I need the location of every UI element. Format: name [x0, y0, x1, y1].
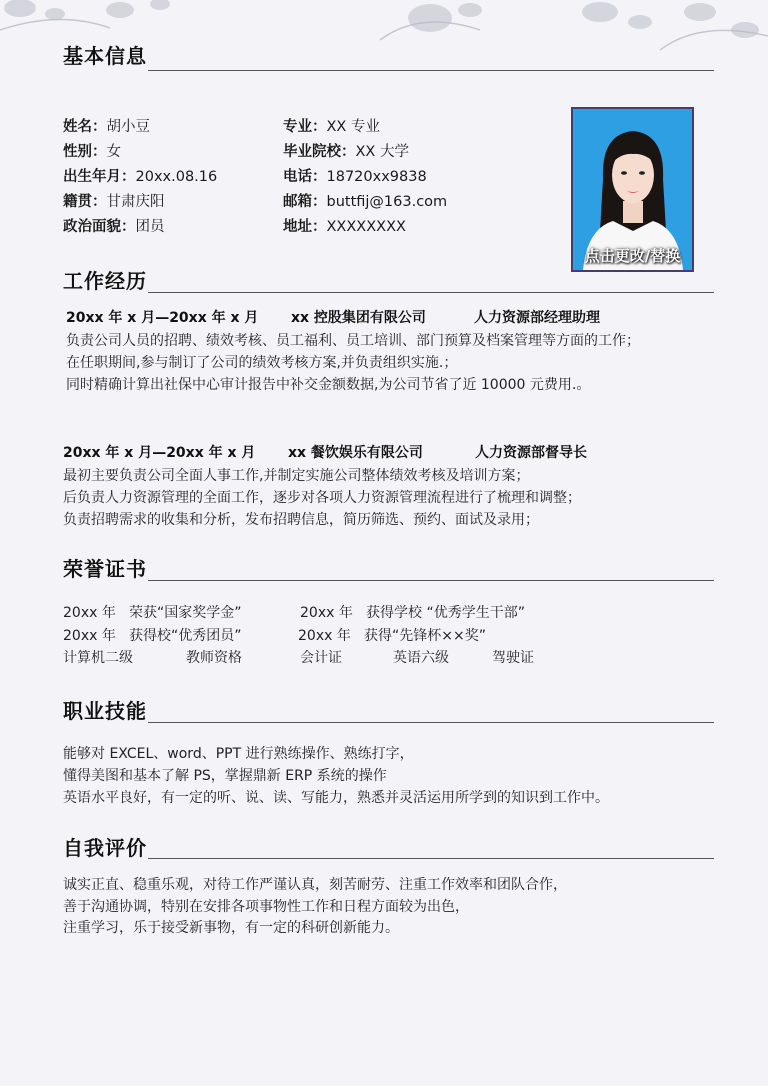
honor-year: 20xx 年 [300, 605, 353, 621]
skill-line: 英语水平良好，有一定的听、说、读、写能力，熟悉并灵活运用所学到的知识到工作中。 [63, 790, 609, 806]
cert-item: 会计证 [300, 650, 342, 666]
job-desc-line: 在任职期间,参与制订了公司的绩效考核方案,并负责组织实施.； [66, 355, 458, 371]
honor-year: 20xx 年 [63, 605, 116, 621]
honor-award: 获得“先锋杯××奖” [364, 628, 486, 644]
section-divider [148, 722, 714, 723]
section-divider [148, 70, 714, 71]
honor-award: 获得学校 “优秀学生干部” [366, 605, 525, 621]
job-period: 20xx 年 x 月—20xx 年 x 月 [66, 310, 259, 326]
job-position: 人力资源部经理助理 [474, 310, 600, 326]
section-divider [148, 292, 714, 293]
cert-item: 教师资格 [186, 650, 242, 666]
info-political: 政治面貌：团员 [63, 219, 165, 235]
profile-photo[interactable] [571, 107, 694, 272]
skill-line: 懂得美图和基本了解 PS，掌握鼎新 ERP 系统的操作 [63, 768, 387, 784]
photo-replace-caption[interactable]: 点击更改/替换 [584, 247, 681, 265]
honor-year: 20xx 年 [63, 628, 116, 644]
self-eval-line: 诚实正直、稳重乐观，对待工作严谨认真，刻苦耐劳、注重工作效率和团队合作， [63, 877, 567, 893]
honor-year: 20xx 年 [298, 628, 351, 644]
job-desc-line: 负责招聘需求的收集和分析，发布招聘信息，简历筛选、预约、面试及录用； [63, 512, 539, 528]
job-company: xx 控股集团有限公司 [291, 310, 426, 326]
job-company: xx 餐饮娱乐有限公司 [288, 445, 423, 461]
section-title-honors: 荣誉证书 [63, 557, 147, 581]
self-eval-line: 注重学习，乐于接受新事物，有一定的科研创新能力。 [63, 920, 399, 936]
info-birth: 出生年月：20xx.08.16 [63, 169, 218, 185]
section-title-skills: 职业技能 [63, 699, 147, 723]
cert-item: 驾驶证 [492, 650, 534, 666]
info-phone: 电话：18720xx9838 [283, 169, 427, 185]
honor-award: 荣获“国家奖学金” [129, 605, 242, 621]
info-address: 地址：XXXXXXXX [283, 219, 406, 235]
cert-item: 英语六级 [393, 650, 449, 666]
job-desc-line: 同时精确计算出社保中心审计报告中补交金额数据,为公司节省了近 10000 元费用.。 [66, 377, 591, 393]
job-desc-line: 负责公司人员的招聘、绩效考核、员工福利、员工培训、部门预算及档案管理等方面的工作； [66, 333, 640, 349]
section-divider [148, 580, 714, 581]
info-major: 专业：XX 专业 [283, 119, 380, 135]
info-school: 毕业院校：XX 大学 [283, 144, 409, 160]
info-email: 邮箱：buttfij@163.com [283, 194, 448, 210]
job-desc-line: 最初主要负责公司全面人事工作,并制定实施公司整体绩效考核及培训方案； [63, 468, 530, 484]
info-hometown: 籍贯：甘肃庆阳 [63, 194, 165, 210]
cert-item: 计算机二级 [63, 650, 133, 666]
section-title-work: 工作经历 [63, 269, 147, 293]
section-divider [148, 858, 714, 859]
job-position: 人力资源部督导长 [475, 445, 587, 461]
info-name: 姓名：胡小豆 [63, 119, 150, 135]
skill-line: 能够对 EXCEL、word、PPT 进行熟练操作、熟练打字， [63, 746, 414, 762]
job-period: 20xx 年 x 月—20xx 年 x 月 [63, 445, 256, 461]
honor-award: 获得校“优秀团员” [129, 628, 242, 644]
self-eval-line: 善于沟通协调，特别在安排各项事物性工作和日程方面较为出色， [63, 899, 469, 915]
info-gender: 性别：女 [63, 144, 121, 160]
section-title-self-eval: 自我评价 [63, 836, 147, 860]
section-title-basic-info: 基本信息 [63, 44, 147, 68]
job-desc-line: 后负责人力资源管理的全面工作，逐步对各项人力资源管理流程进行了梳理和调整； [63, 490, 581, 506]
